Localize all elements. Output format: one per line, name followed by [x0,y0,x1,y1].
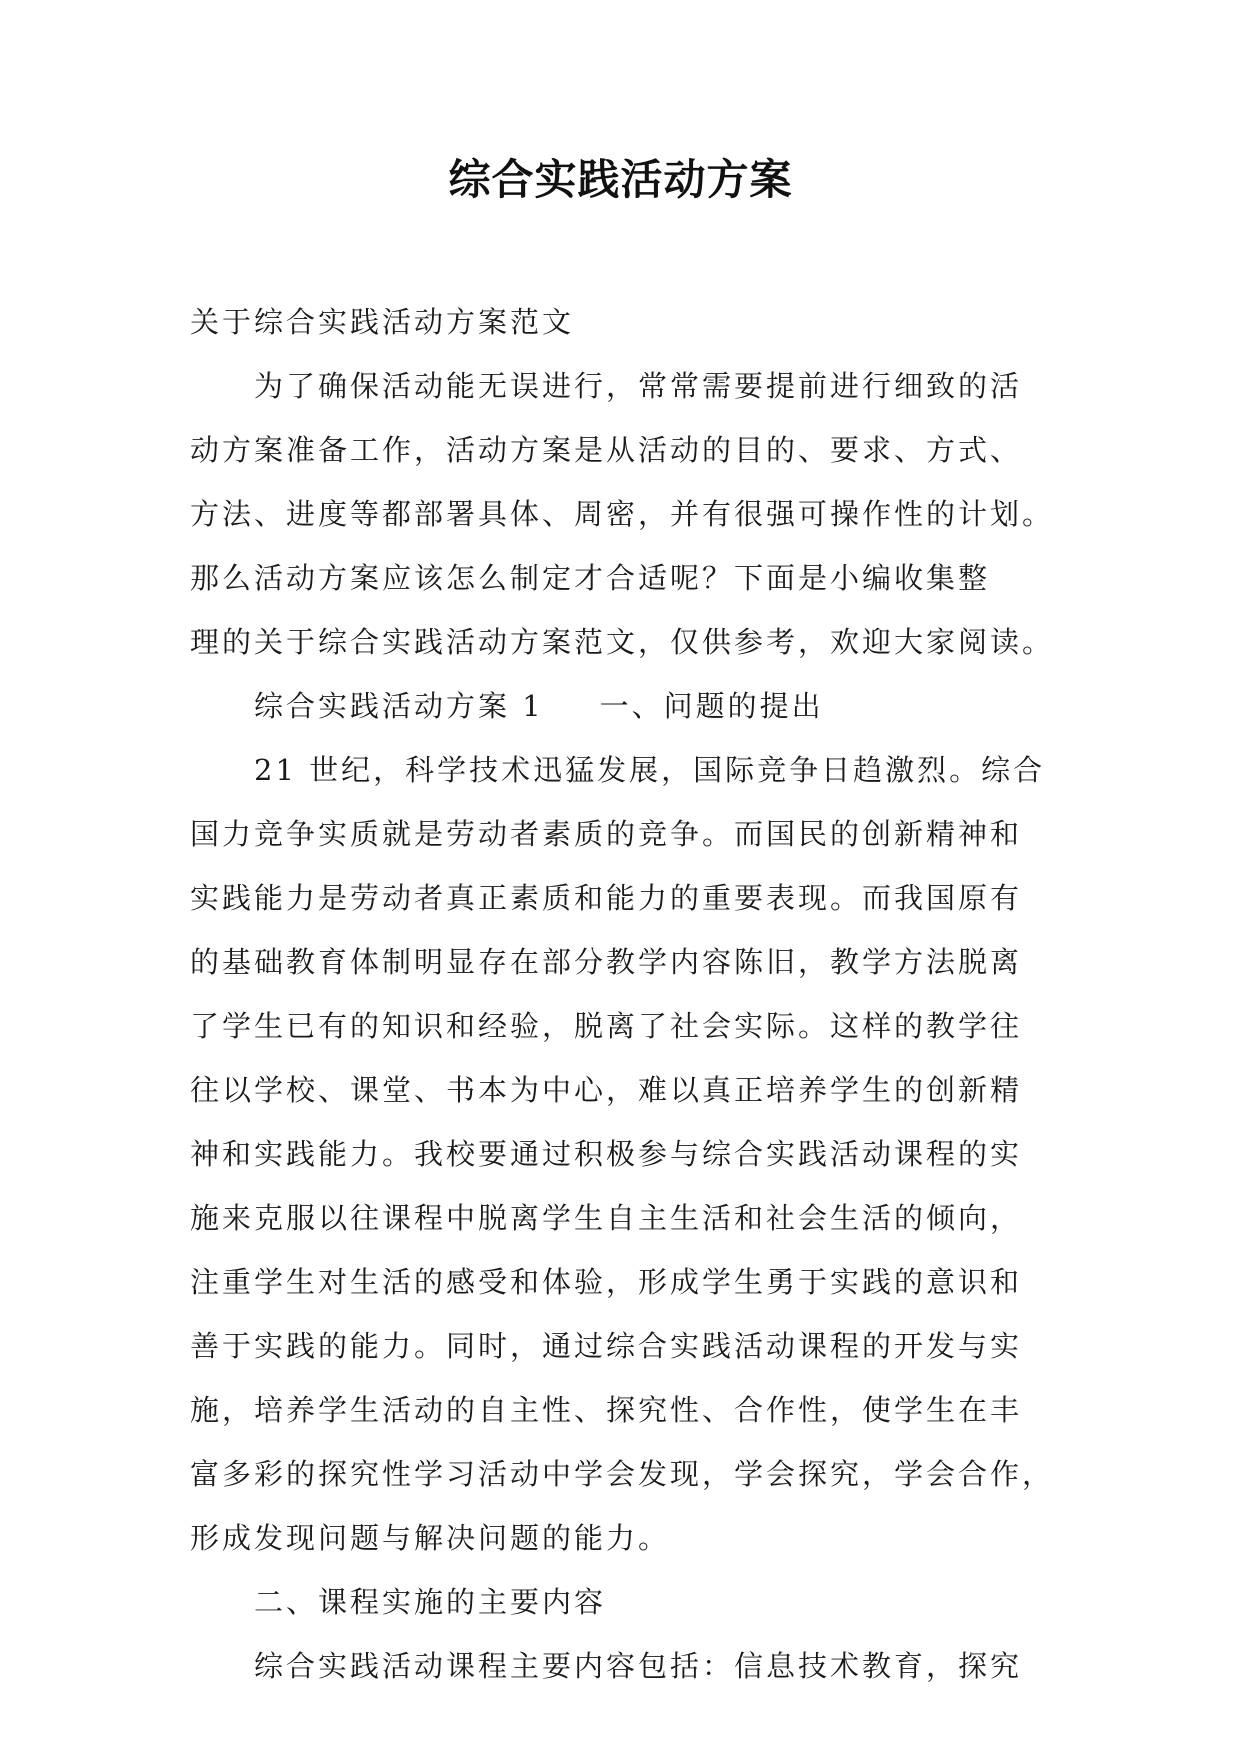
paragraph-line: 施，培养学生活动的自主性、探究性、合作性，使学生在丰 [190,1393,1023,1427]
document-title: 综合实践活动方案 [448,155,793,204]
paragraph-line: 施来克服以往课程中脱离学生自主生活和社会生活的倾向， [190,1201,1023,1235]
section-heading [190,674,1070,738]
paragraph-line: 综合实践活动课程主要内容包括：信息技术教育，探究 [254,1649,1023,1683]
document-subtitle: 关于综合实践活动方案范文 [190,305,575,339]
paragraph-line: 的基础教育体制明显存在部分教学内容陈旧，教学方法脱离 [190,945,1023,979]
section-heading-subtitle: 一、问题的提出 [599,689,824,723]
heading-2: 二、课程实施的主要内容 [254,1585,607,1619]
intro-line: 动方案准备工作，活动方案是从活动的目的、要求、方式、 [190,433,1023,467]
paragraph-line: 富多彩的探究性学习活动中学会发现，学会探究，学会合作， [190,1457,1055,1491]
paragraph-line: 形成发现问题与解决问题的能力。 [190,1521,671,1555]
paragraph-line: 善于实践的能力。同时，通过综合实践活动课程的开发与实 [190,1329,1023,1363]
paragraph-line: 往以学校、课堂、书本为中心，难以真正培养学生的创新精 [190,1073,1023,1107]
document-body [190,290,1070,1698]
intro-line: 那么活动方案应该怎么制定才合适呢？下面是小编收集整 [190,561,991,595]
paragraph-line: 21 世纪，科学技术迅猛发展，国际竞争日趋激烈。综合 [254,753,1046,787]
paragraph-line: 了学生已有的知识和经验，脱离了社会实际。这样的教学往 [190,1009,1023,1043]
intro-line: 方法、进度等都部署具体、周密，并有很强可操作性的计划。 [190,497,1055,531]
paragraph-line: 国力竞争实质就是劳动者素质的竞争。而国民的创新精神和 [190,817,1023,851]
paragraph-line: 注重学生对生活的感受和体验，形成学生勇于实践的意识和 [190,1265,1023,1299]
section-heading-title: 综合实践活动方案 1 [254,689,544,723]
intro-line: 理的关于综合实践活动方案范文，仅供参考，欢迎大家阅读。 [190,625,1055,659]
intro-line: 为了确保活动能无误进行，常常需要提前进行细致的活 [254,369,1023,403]
paragraph-line: 神和实践能力。我校要通过积极参与综合实践活动课程的实 [190,1137,1023,1171]
paragraph-line: 实践能力是劳动者真正素质和能力的重要表现。而我国原有 [190,881,1023,915]
